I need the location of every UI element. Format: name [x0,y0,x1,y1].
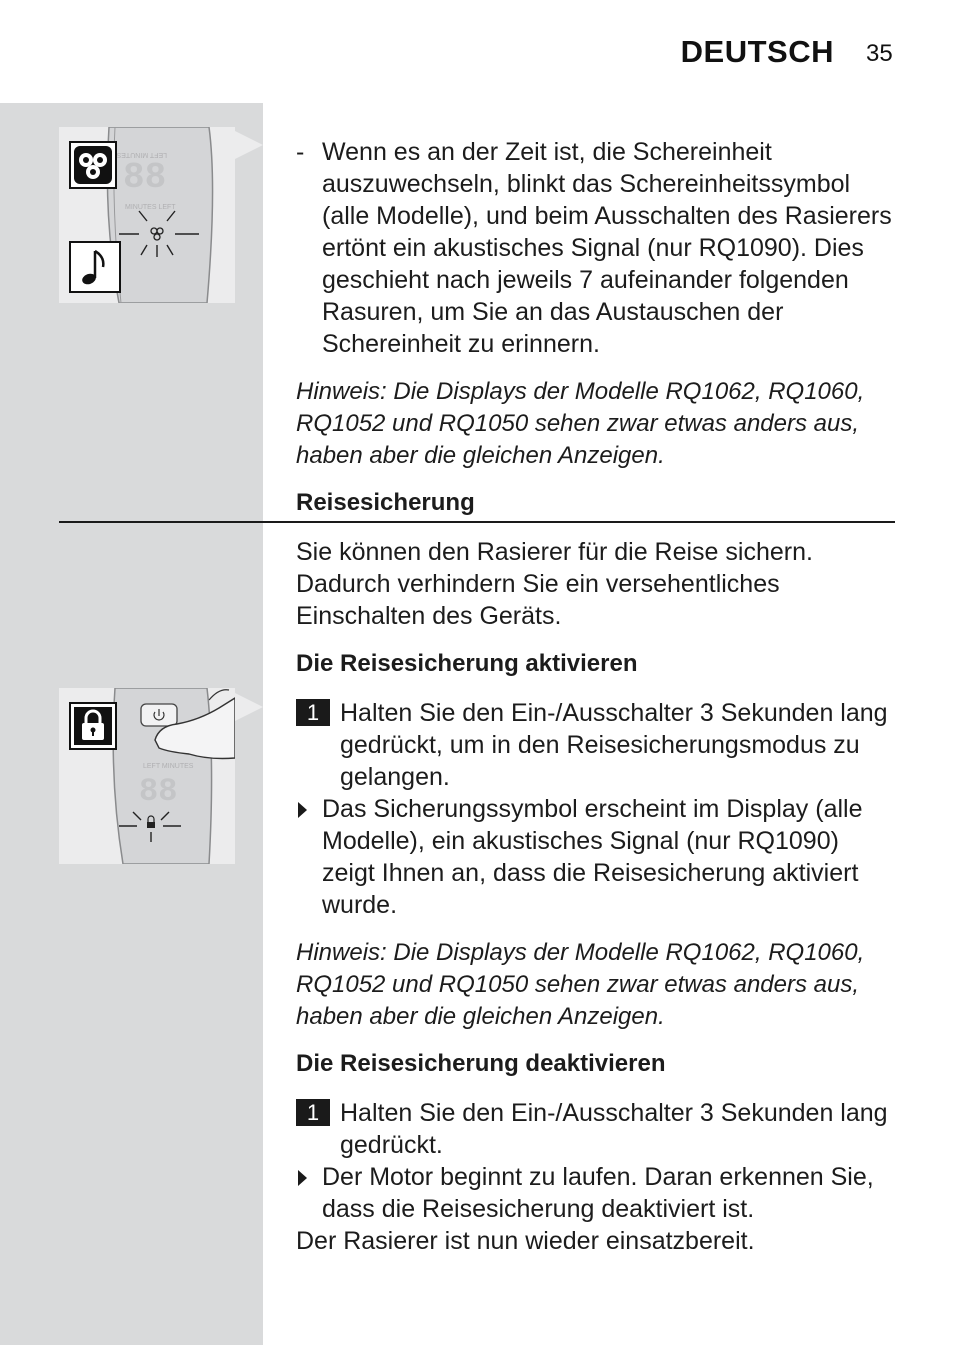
step-text: Halten Sie den Ein-/Ausschalter 3 Sekunden lang gedrückt. [340,1099,888,1159]
page-number: 35 [866,40,893,67]
lock-icon [69,702,117,750]
note-display-models-2: Hinweis: Die Displays der Modelle RQ1062, RQ1060, RQ1052 und RQ1050 sehen zwar etwas anders aus, haben aber die gleichen Anzeigen. [296,939,865,1030]
shaving-unit-icon [69,141,117,189]
heading-activate-lock: Die Reisesicherung aktivieren [296,650,638,677]
svg-text:LEFT MINUTES: LEFT MINUTES [143,763,194,770]
deactivate-steps [296,1097,896,1257]
music-note-icon [69,241,121,293]
reminder-text: Wenn es an der Zeit ist, die Schereinheit auszuwechseln, blinkt das Schereinheitssymbol (alle Modelle), und beim Ausschalten des Rasierers ertönt ein akustisches Signal (nur RQ1090). Dies geschieht nach jeweils 7 aufeinander folgenden Rasuren, um Sie an das Austauschen der Schereinheit zu erinnern. [322,138,892,358]
activate-steps [296,697,896,921]
travel-lock-intro: Sie können den Rasierer für die Reise sichern. Dadurch verhindern Sie ein versehentliches Einschalten des Geräts. [296,538,813,630]
result-text: Der Motor beginnt zu laufen. Daran erkennen Sie, dass die Reisesicherung deaktiviert ist. [322,1163,874,1223]
note-display-models: Hinweis: Die Displays der Modelle RQ1062, RQ1060, RQ1052 und RQ1050 sehen zwar etwas anders aus, haben aber die gleichen Anzeigen. [296,378,865,469]
final-text: Der Rasierer ist nun wieder einsatzbereit. [296,1227,755,1255]
result-item [296,1161,896,1225]
figure-pointer [235,131,263,159]
section-replacement-reminder [296,136,896,360]
result-bullet-icon [298,1170,307,1186]
svg-text:MINUTES LEFT: MINUTES LEFT [125,204,176,211]
step-item [296,697,896,793]
result-item [296,793,896,921]
step-number-badge: 1 [296,1099,330,1126]
step-number-badge: 1 [296,699,330,726]
page-language-title: DEUTSCH [680,34,834,69]
svg-text:LEFT MINUTES: LEFT MINUTES [116,151,167,158]
svg-text:88: 88 [139,773,178,810]
heading-reisesicherung: Reisesicherung [296,489,475,516]
figure-pointer [235,693,263,721]
dash-list-item [296,136,896,360]
svg-text:88: 88 [123,157,167,198]
step-item [296,1097,896,1161]
figure-travel-lock [59,688,235,864]
result-text: Das Sicherungssymbol erscheint im Display (alle Modelle), ein akustisches Signal (nur RQ1090) zeigt Ihnen an, dass die Reisesicherung aktiviert wurde. [322,795,863,919]
heading-deactivate-lock: Die Reisesicherung deaktivieren [296,1050,666,1077]
step-text: Halten Sie den Ein-/Ausschalter 3 Sekunden lang gedrückt, um in den Reisesicherungsmodus zu gelangen. [340,699,888,791]
dash-mark: - [296,138,305,166]
section-divider [59,521,895,523]
result-bullet-icon [298,802,307,818]
figure-replacement-display [59,127,235,303]
